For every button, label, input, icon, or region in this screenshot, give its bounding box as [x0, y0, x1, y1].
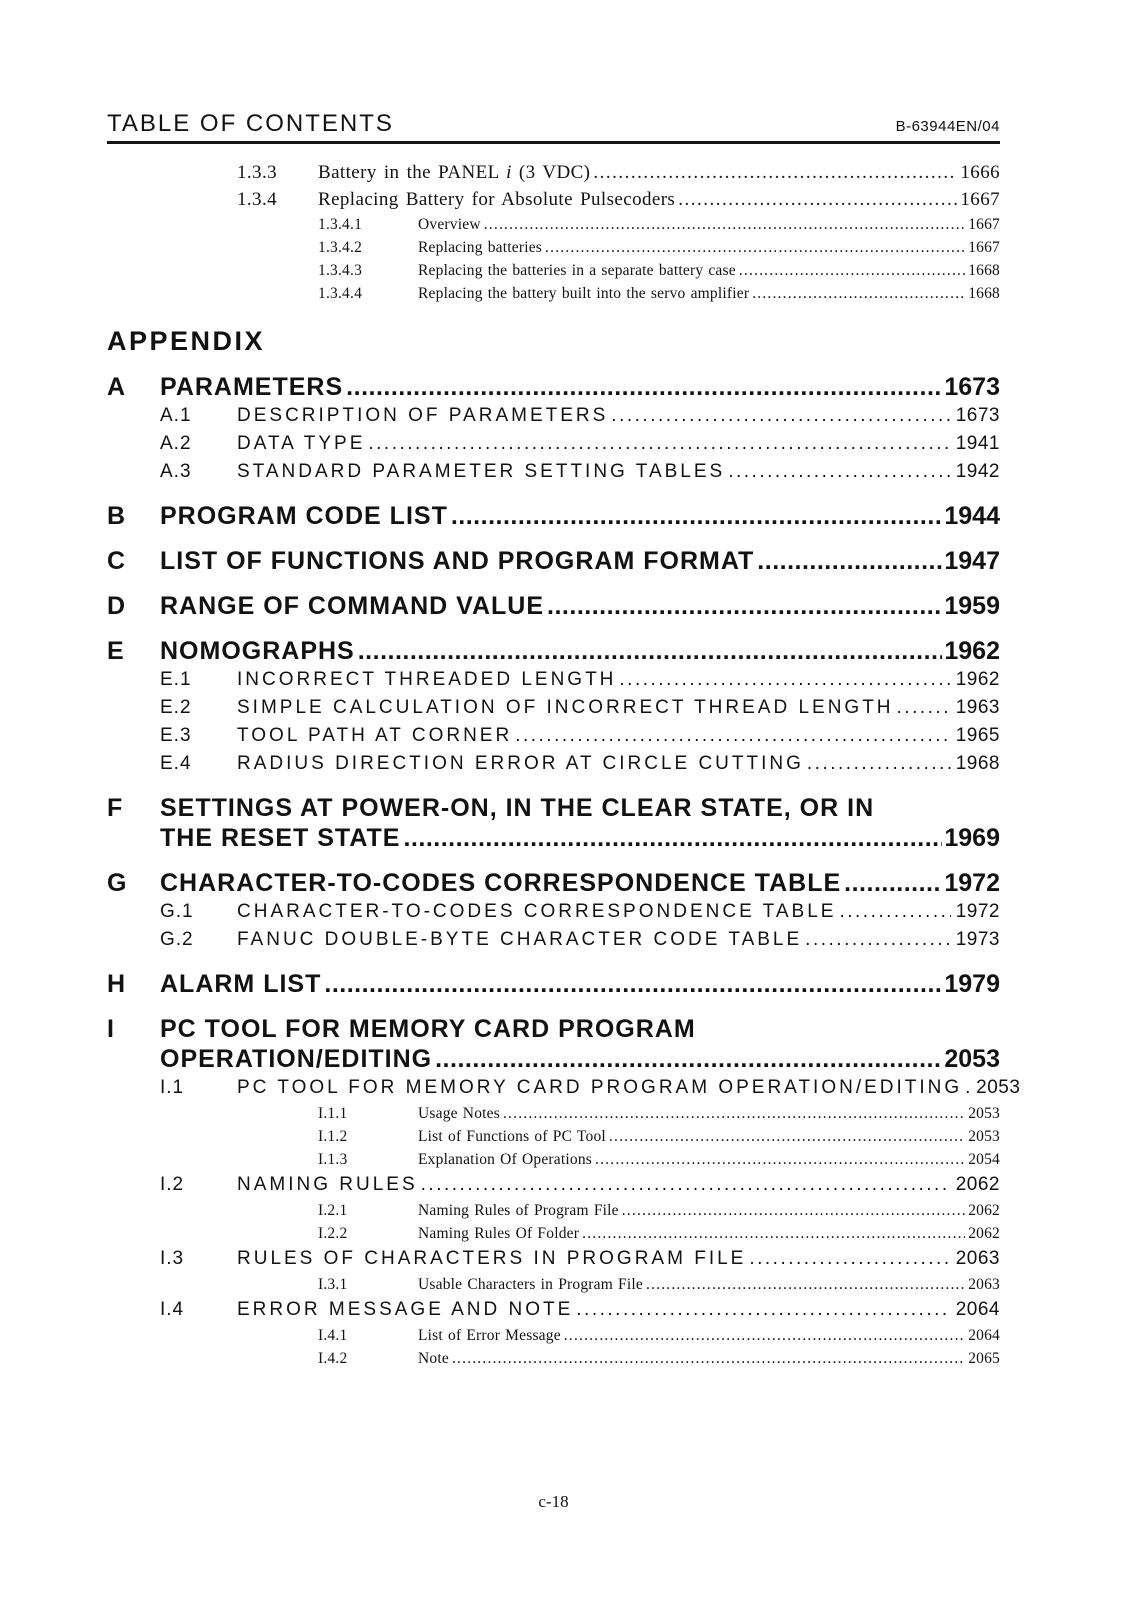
toc-entry-title: RADIUS DIRECTION ERROR AT CIRCLE CUTTING	[237, 753, 804, 774]
dot-leader	[435, 1045, 942, 1074]
toc-entry-number: I.2	[160, 1174, 185, 1195]
toc-entry	[107, 373, 1000, 402]
toc-entry-page: 1673	[955, 405, 1000, 426]
toc-entry-number: A.3	[160, 461, 192, 482]
toc-entry	[107, 794, 1000, 823]
dot-leader	[346, 373, 942, 402]
toc-appendix-list	[107, 373, 1021, 1370]
toc-entry-title: THE RESET STATE	[160, 824, 401, 852]
toc-entry-page: 1962	[955, 669, 1000, 690]
dot-leader	[403, 824, 942, 853]
toc-entry-number: I.1	[160, 1077, 185, 1098]
toc-entry	[107, 869, 1000, 898]
toc-entry-page: 2064	[955, 1299, 1000, 1320]
toc-entry-title: Replacing the batteries in a separate battery case	[418, 262, 736, 279]
toc-entry	[107, 1199, 1000, 1222]
dot-leader	[451, 502, 943, 531]
page-title: TABLE OF CONTENTS	[107, 110, 394, 137]
toc-entry-number: 1.3.4.2	[318, 239, 363, 256]
toc-entry	[107, 1324, 1000, 1347]
toc-entry	[107, 213, 1000, 236]
toc-entry-page: 2063	[955, 1248, 1000, 1269]
toc-entry	[107, 236, 1000, 259]
toc-entry-title: FANUC DOUBLE-BYTE CHARACTER CODE TABLE	[237, 929, 803, 950]
dot-leader	[749, 1245, 950, 1273]
toc-page	[107, 0, 1021, 1370]
toc-entry-title: List of Functions of PC Tool	[418, 1128, 606, 1145]
toc-entry	[107, 637, 1000, 666]
toc-entry-number: 1.3.4.4	[318, 285, 363, 302]
toc-entry-number: A.2	[160, 433, 192, 454]
toc-entry-number: G	[107, 869, 128, 897]
toc-entry-page: 2063	[968, 1276, 1000, 1293]
dot-leader	[739, 259, 965, 282]
toc-entry-title: DESCRIPTION OF PARAMETERS	[237, 405, 609, 426]
toc-entry-page: 2053	[976, 1077, 1021, 1098]
toc-entry	[107, 1347, 1000, 1370]
toc-entry	[107, 259, 1000, 282]
dot-leader	[757, 547, 942, 576]
toc-entry-title-post: (3 VDC)	[511, 162, 591, 183]
dot-leader	[324, 970, 942, 999]
toc-entry-number: 1.3.4	[237, 189, 277, 210]
toc-entry-page: 1968	[955, 753, 1000, 774]
toc-entry-number: I.4.2	[318, 1350, 348, 1367]
toc-entry-title: SIMPLE CALCULATION OF INCORRECT THREAD LENGTH	[237, 697, 894, 718]
toc-entry-number: I.4.1	[318, 1327, 348, 1344]
dot-leader	[368, 430, 950, 458]
toc-entry-title: TOOL PATH AT CORNER	[237, 725, 513, 746]
toc-entry-number: G.2	[160, 929, 194, 950]
toc-entry	[107, 402, 1000, 430]
dot-leader	[358, 637, 943, 666]
toc-entry-number: I.2.2	[318, 1225, 348, 1242]
toc-entry	[107, 970, 1000, 999]
toc-entry	[107, 1102, 1000, 1125]
toc-entry-page: 2062	[955, 1174, 1000, 1195]
appendix-heading: APPENDIX	[107, 326, 266, 356]
toc-entry-page: 1972	[944, 869, 1000, 897]
dot-leader	[728, 458, 951, 486]
toc-entry-title: Usable Characters in Program File	[418, 1276, 643, 1293]
toc-entry-number: G.1	[160, 901, 194, 922]
toc-entry-page: 2065	[968, 1350, 1000, 1367]
toc-entry-page: 1941	[955, 433, 1000, 454]
toc-entry-number: 1.3.3	[237, 162, 277, 183]
toc-entry-number: I.1.3	[318, 1151, 348, 1168]
toc-entry-number: I.2.1	[318, 1202, 348, 1219]
toc-entry-title-italic: i	[506, 162, 512, 183]
dot-leader	[595, 1148, 965, 1171]
toc-entry-number: I	[107, 1015, 115, 1043]
toc-entry-page: 1666	[960, 162, 1000, 183]
dot-leader	[622, 1199, 965, 1222]
toc-entry-number: I.3.1	[318, 1276, 348, 1293]
toc-entry-title: NAMING RULES	[237, 1174, 418, 1195]
dot-leader	[611, 402, 950, 430]
toc-entry-page: 1972	[955, 901, 1000, 922]
toc-entry	[107, 722, 1000, 750]
document-code: B-63944EN/04	[895, 118, 1000, 135]
toc-entry	[107, 547, 1000, 576]
footer-page-label: c-18	[538, 1492, 569, 1511]
toc-entry-title: Naming Rules of Program File	[418, 1202, 619, 1219]
dot-leader	[609, 1125, 965, 1148]
toc-entry-number: I.1.1	[318, 1105, 348, 1122]
page-footer	[107, 1492, 1000, 1512]
dot-leader	[582, 1222, 965, 1245]
toc-entry	[107, 1245, 1000, 1273]
toc-entry-title: INCORRECT THREADED LENGTH	[237, 669, 617, 690]
toc-entry-number: F	[107, 794, 124, 822]
toc-entry	[107, 1074, 1021, 1102]
toc-entry-title: RULES OF CHARACTERS IN PROGRAM FILE	[237, 1248, 747, 1269]
dot-leader	[646, 1273, 965, 1296]
dot-leader	[752, 282, 965, 305]
toc-entry-page: 1668	[968, 285, 1000, 302]
toc-entry-title: Naming Rules Of Folder	[418, 1225, 580, 1242]
toc-entry-page: 1959	[944, 592, 1000, 620]
toc-entry	[107, 1296, 1000, 1324]
toc-entry-title: CHARACTER-TO-CODES CORRESPONDENCE TABLE	[237, 901, 837, 922]
toc-entry-title: Usage Notes	[418, 1105, 500, 1122]
toc-entry-number: I.3	[160, 1248, 185, 1269]
toc-entry-title: ALARM LIST	[160, 970, 322, 998]
toc-entry-number: H	[107, 970, 127, 998]
dot-leader	[593, 159, 957, 186]
toc-entry	[107, 458, 1000, 486]
toc-entry-page: 2054	[968, 1151, 1000, 1168]
toc-entry-page: 1673	[944, 373, 1000, 401]
toc-entry	[107, 186, 1000, 213]
toc-entry-number: E	[107, 637, 125, 665]
dot-leader	[576, 1296, 950, 1324]
dot-leader	[452, 1347, 965, 1370]
toc-entry-number: C	[107, 547, 127, 575]
toc-entry-title: PARAMETERS	[160, 373, 344, 401]
toc-entry-number: E.1	[160, 669, 192, 690]
toc-entry-title: DATA TYPE	[237, 433, 366, 454]
dot-leader	[619, 666, 950, 694]
toc-entry	[107, 1171, 1000, 1199]
toc-entry-title: ERROR MESSAGE AND NOTE	[237, 1299, 574, 1320]
toc-entry	[107, 1045, 1000, 1074]
dot-leader	[844, 869, 942, 898]
toc-entry-title	[318, 159, 593, 186]
toc-entry-page: 1668	[968, 262, 1000, 279]
toc-entry	[107, 1015, 1000, 1044]
toc-entry-page: 1969	[944, 824, 1000, 852]
toc-entry-number: I.1.2	[318, 1128, 348, 1145]
toc-entry	[107, 282, 1000, 305]
toc-entry-title: CHARACTER-TO-CODES CORRESPONDENCE TABLE	[160, 869, 842, 897]
toc-entry-number: 1.3.4.1	[318, 216, 363, 233]
dot-leader	[678, 186, 957, 213]
toc-entry-title-pre: Battery in the PANEL	[318, 162, 507, 183]
page-header	[107, 110, 1000, 144]
toc-entry-title: PC TOOL FOR MEMORY CARD PROGRAM OPERATION/EDITING	[237, 1077, 963, 1098]
toc-entry-title: OPERATION/EDITING	[160, 1045, 433, 1073]
dot-leader	[839, 898, 950, 926]
toc-entry-title: Overview	[418, 216, 481, 233]
dot-leader	[564, 1324, 965, 1347]
toc-entry-title: Note	[418, 1350, 449, 1367]
toc-entry-title: NOMOGRAPHS	[160, 637, 355, 665]
toc-entry-number: A	[107, 373, 127, 401]
toc-entry-page: 2062	[968, 1225, 1000, 1242]
toc-entry-page: 1667	[968, 239, 1000, 256]
toc-entry-title: List of Error Message	[418, 1327, 561, 1344]
toc-entry-number: E.4	[160, 753, 192, 774]
toc-entry	[107, 1148, 1000, 1171]
toc-entry-title: STANDARD PARAMETER SETTING TABLES	[237, 461, 726, 482]
toc-entry-page: 2053	[944, 1045, 1000, 1073]
toc-entry-title: LIST OF FUNCTIONS AND PROGRAM FORMAT	[160, 547, 755, 575]
toc-entry-page: 1965	[955, 725, 1000, 746]
toc-entry-number: D	[107, 592, 127, 620]
toc-entry-number: 1.3.4.3	[318, 262, 363, 279]
toc-entry	[107, 898, 1000, 926]
dot-leader	[807, 750, 951, 778]
toc-entry-page: 1962	[944, 637, 1000, 665]
toc-entry	[107, 592, 1000, 621]
dot-leader	[503, 1102, 965, 1125]
toc-entry-number: I.4	[160, 1299, 185, 1320]
toc-entry	[107, 430, 1000, 458]
toc-entry-number: E.2	[160, 697, 192, 718]
toc-entry	[107, 1273, 1000, 1296]
toc-entry-title: PROGRAM CODE LIST	[160, 502, 448, 530]
toc-entry	[107, 1222, 1000, 1245]
toc-entry-number: E.3	[160, 725, 192, 746]
toc-entry-title: Explanation Of Operations	[418, 1151, 593, 1168]
toc-entry-page: 1963	[955, 697, 1000, 718]
dot-leader	[547, 592, 942, 621]
toc-entry	[107, 750, 1000, 778]
toc-entry-title: Replacing Battery for Absolute Pulsecoders	[318, 189, 676, 210]
toc-entry-page: 2064	[968, 1327, 1000, 1344]
toc-entry	[107, 666, 1000, 694]
toc-entry	[107, 926, 1000, 954]
dot-leader	[515, 722, 951, 750]
toc-entry-title: Replacing the battery built into the servo amplifier	[418, 285, 750, 302]
toc-entry	[107, 502, 1000, 531]
dot-leader	[805, 926, 951, 954]
toc-entry	[107, 694, 1000, 722]
toc-entry-page: 1667	[960, 189, 1000, 210]
dot-leader	[421, 1171, 951, 1199]
dot-leader	[545, 236, 965, 259]
toc-entry-title: RANGE OF COMMAND VALUE	[160, 592, 545, 620]
toc-entry-page: 1942	[955, 461, 1000, 482]
toc-entry-page: 2053	[968, 1105, 1000, 1122]
dot-leader	[897, 694, 951, 722]
toc-entry-page: 1973	[955, 929, 1000, 950]
toc-intro-list	[107, 159, 1000, 305]
toc-entry-title: PC TOOL FOR MEMORY CARD PROGRAM	[160, 1015, 696, 1043]
toc-entry	[107, 1125, 1000, 1148]
toc-entry	[107, 159, 1000, 186]
toc-entry-title: SETTINGS AT POWER-ON, IN THE CLEAR STATE, OR IN	[160, 794, 875, 822]
toc-entry-title: Replacing batteries	[418, 239, 543, 256]
toc-entry-page: 2062	[968, 1202, 1000, 1219]
toc-entry	[107, 824, 1000, 853]
toc-entry-page: 1667	[968, 216, 1000, 233]
toc-entry-page: 1947	[944, 547, 1000, 575]
dot-leader	[484, 213, 965, 236]
toc-entry-number: A.1	[160, 405, 192, 426]
toc-entry-page: 1944	[944, 502, 1000, 530]
toc-entry-page: 1979	[944, 970, 1000, 998]
toc-entry-page: 2053	[968, 1128, 1000, 1145]
toc-entry-number: B	[107, 502, 127, 530]
